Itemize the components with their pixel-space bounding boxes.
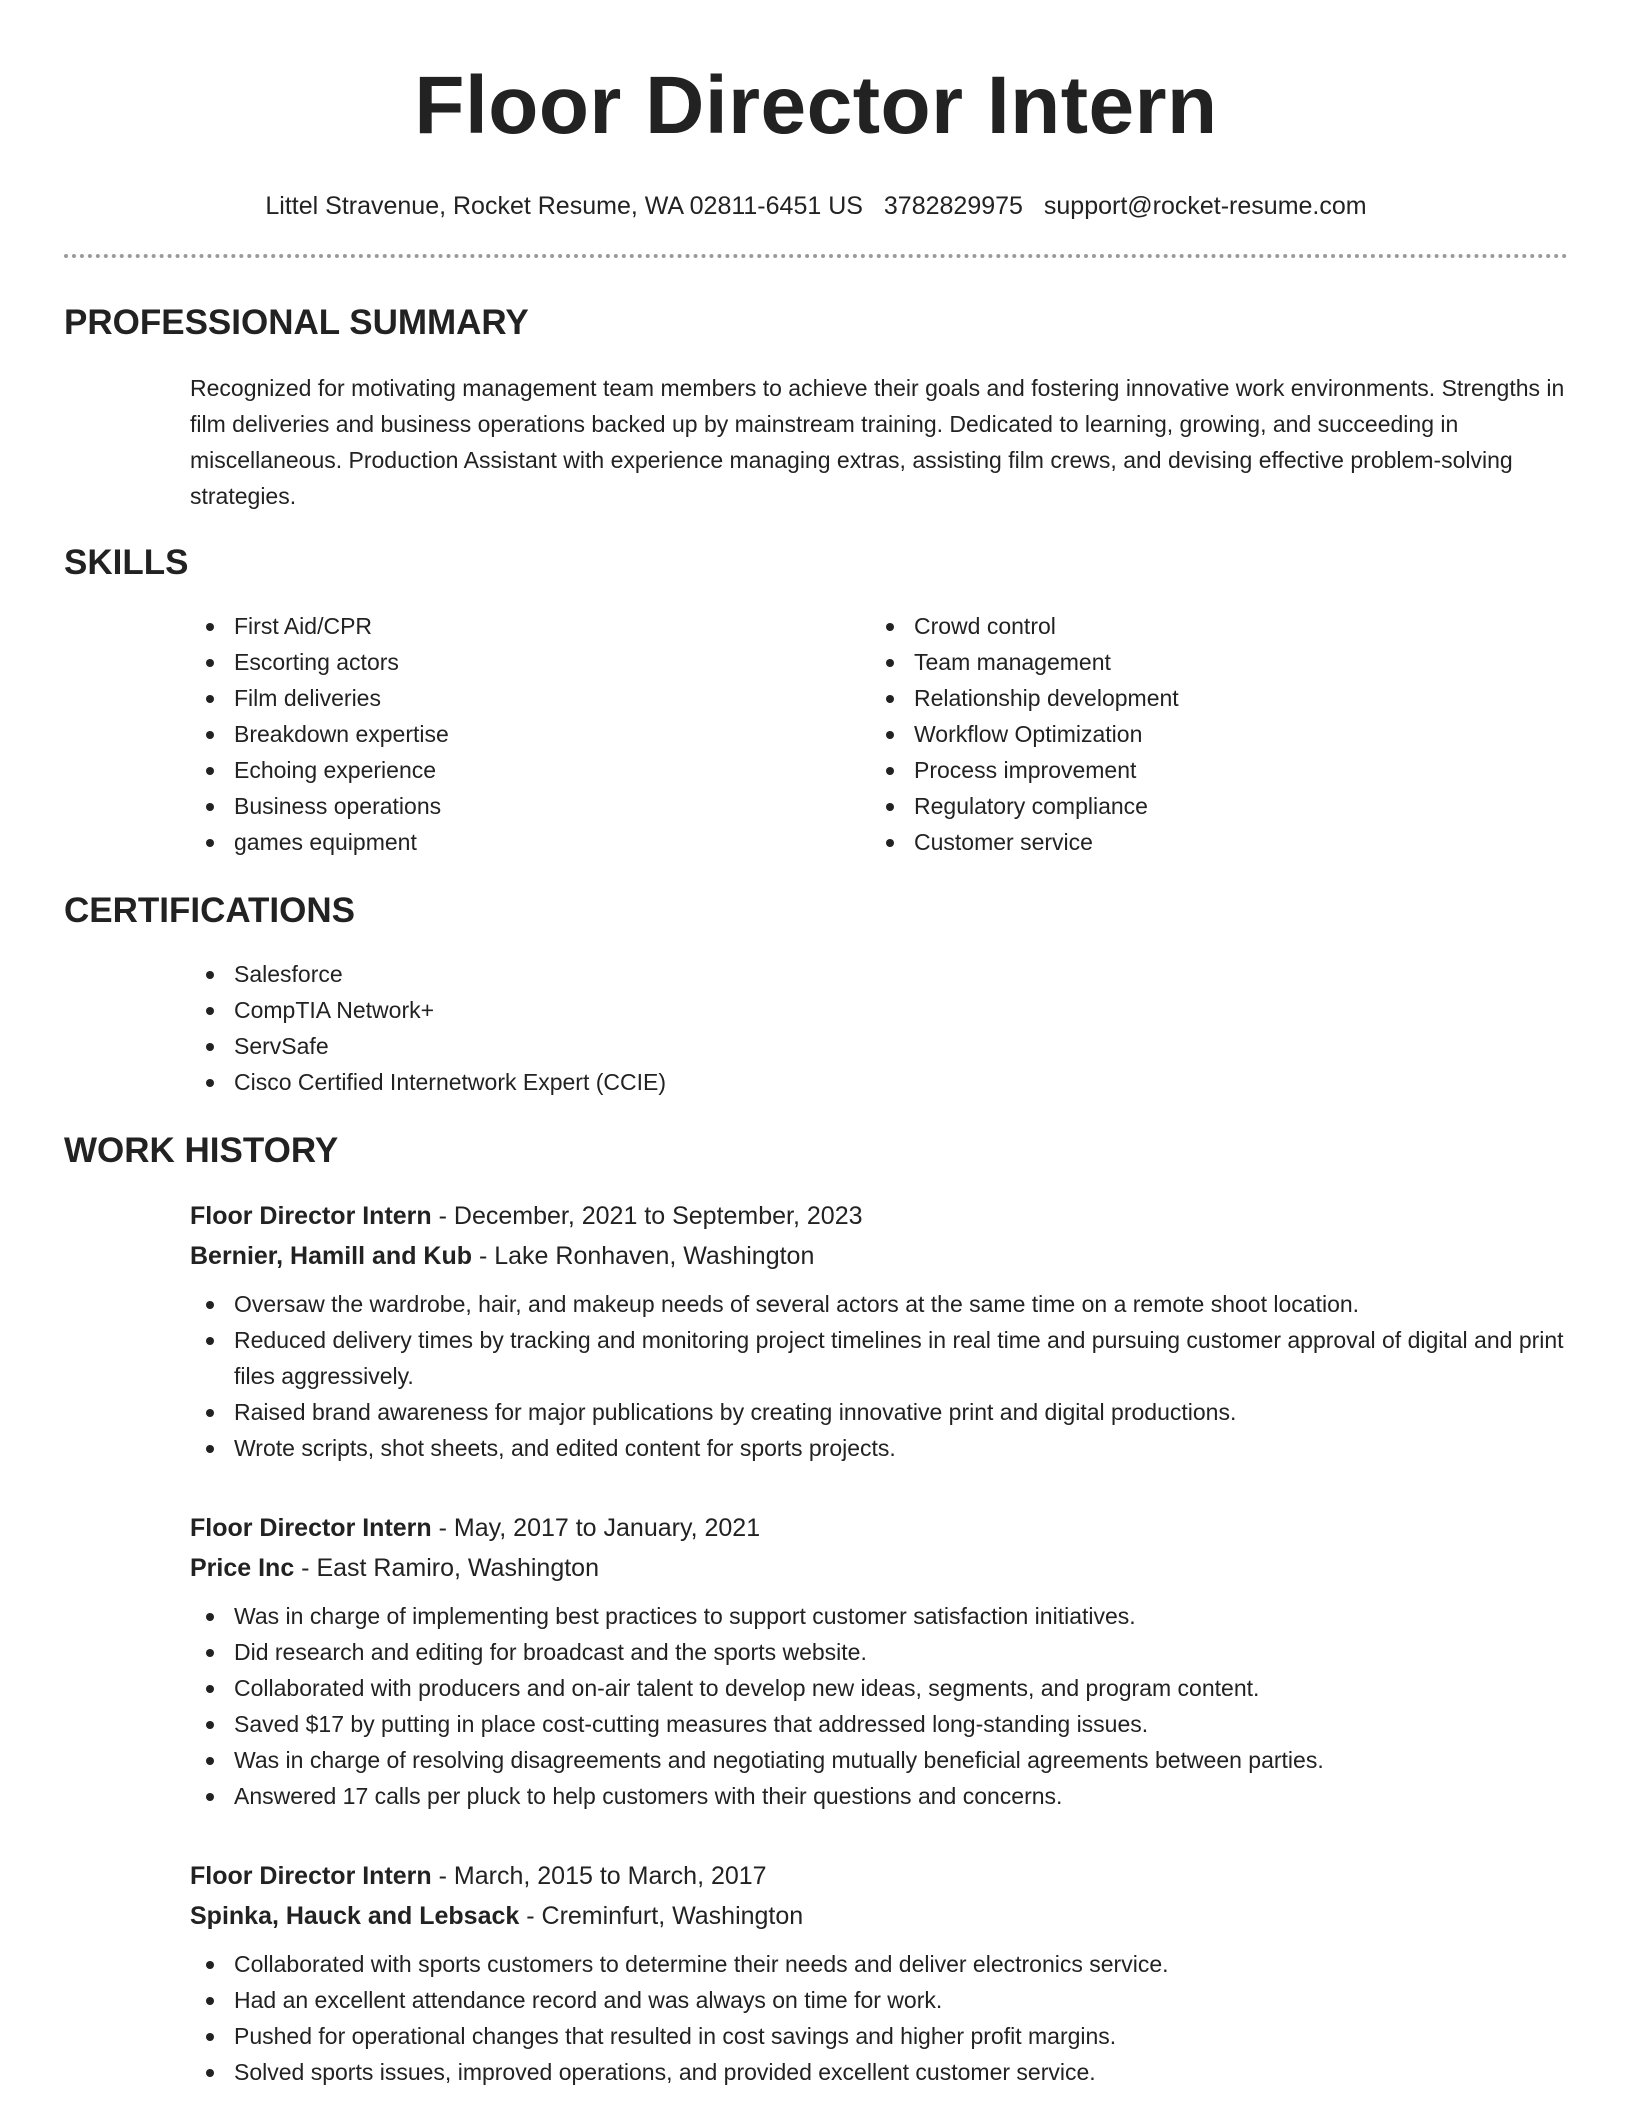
job-company-line xyxy=(190,1548,1568,1588)
skills-grid xyxy=(64,608,1568,860)
job-entry xyxy=(64,1508,1568,1814)
job-company: Spinka, Hauck and Lebsack xyxy=(190,1902,520,1930)
skill-item: Team management xyxy=(870,644,1550,680)
contact-address: Littel Stravenue, Rocket Resume, WA 02811-6451 US xyxy=(265,192,863,220)
job-bullet: Was in charge of implementing best practices to support customer satisfaction initiatives. xyxy=(190,1598,1568,1634)
job-dates: May, 2017 to January, 2021 xyxy=(453,1514,761,1542)
job-company-line xyxy=(190,1236,1568,1276)
job-bullet: Answered 17 calls per pluck to help customers with their questions and concerns. xyxy=(190,1778,1568,1814)
job-bullet: Collaborated with sports customers to determine their needs and deliver electronics service. xyxy=(190,1946,1568,1982)
skill-item: Relationship development xyxy=(870,680,1550,716)
skills-heading: SKILLS xyxy=(64,543,189,582)
contact-phone: 3782829975 xyxy=(883,192,1023,220)
job-bullet: Had an excellent attendance record and was always on time for work. xyxy=(190,1982,1568,2018)
job-role: Floor Director Intern xyxy=(190,1202,432,1230)
job-title-line xyxy=(190,1508,1568,1548)
separator: - xyxy=(431,1202,454,1230)
job-company-line xyxy=(190,1896,1568,1936)
skill-item: Workflow Optimization xyxy=(870,716,1550,752)
skills-left-column xyxy=(190,608,870,860)
summary-text: Recognized for motivating management team members to achieve their goals and fostering innovative work environments. Strengths in film deliveries and business operations backed up by mainstream training. Dedicated to learning, growing, and succeeding in miscellaneous. Production Assistant with experience managing extras, assisting film crews, and devising effective problem-solving strategies. xyxy=(190,375,1565,509)
job-dates: March, 2015 to March, 2017 xyxy=(453,1862,767,1890)
job-bullets xyxy=(190,1946,1568,2090)
certification-item: ServSafe xyxy=(190,1028,1568,1064)
contact-line xyxy=(64,190,1568,222)
job-role: Floor Director Intern xyxy=(190,1862,432,1890)
skill-item: Crowd control xyxy=(870,608,1550,644)
separator: - xyxy=(431,1514,454,1542)
job-entry xyxy=(64,1196,1568,1466)
certifications-heading: CERTIFICATIONS xyxy=(64,891,356,930)
job-bullet: Raised brand awareness for major publications by creating innovative print and digital productions. xyxy=(190,1394,1568,1430)
header-divider xyxy=(64,254,1568,258)
job-bullet: Wrote scripts, shot sheets, and edited content for sports projects. xyxy=(190,1430,1568,1466)
skill-item: Escorting actors xyxy=(190,644,870,680)
job-bullet: Saved $17 by putting in place cost-cutting measures that addressed long-standing issues. xyxy=(190,1706,1568,1742)
skill-item: Regulatory compliance xyxy=(870,788,1550,824)
job-title-line xyxy=(190,1196,1568,1236)
job-bullet: Was in charge of resolving disagreements and negotiating mutually beneficial agreements between parties. xyxy=(190,1742,1568,1778)
job-bullet: Solved sports issues, improved operations, and provided excellent customer service. xyxy=(190,2054,1568,2090)
job-bullet: Collaborated with producers and on-air talent to develop new ideas, segments, and program content. xyxy=(190,1670,1568,1706)
job-bullets xyxy=(190,1598,1568,1814)
summary-heading: PROFESSIONAL SUMMARY xyxy=(64,303,529,342)
separator: - xyxy=(294,1554,317,1582)
job-location: Lake Ronhaven, Washington xyxy=(494,1242,815,1270)
skill-item: Process improvement xyxy=(870,752,1550,788)
job-bullet: Reduced delivery times by tracking and monitoring project timelines in real time and pursuing customer approval of digital and print files aggressively. xyxy=(190,1322,1568,1394)
job-bullet: Pushed for operational changes that resulted in cost savings and higher profit margins. xyxy=(190,2018,1568,2054)
certifications-list xyxy=(64,956,1568,1100)
job-role: Floor Director Intern xyxy=(190,1514,432,1542)
job-company: Price Inc xyxy=(190,1554,295,1582)
job-location: East Ramiro, Washington xyxy=(316,1554,599,1582)
separator: - xyxy=(431,1862,454,1890)
skill-item: First Aid/CPR xyxy=(190,608,870,644)
work-history-heading: WORK HISTORY xyxy=(64,1131,339,1170)
separator: - xyxy=(472,1242,495,1270)
job-entry xyxy=(64,1856,1568,2090)
skill-item: Business operations xyxy=(190,788,870,824)
job-company: Bernier, Hamill and Kub xyxy=(190,1242,473,1270)
certification-item: Salesforce xyxy=(190,956,1568,992)
separator: - xyxy=(519,1902,542,1930)
skill-item: Customer service xyxy=(870,824,1550,860)
job-bullet: Did research and editing for broadcast and the sports website. xyxy=(190,1634,1568,1670)
certification-item: Cisco Certified Internetwork Expert (CCIE) xyxy=(190,1064,1568,1100)
certification-item: CompTIA Network+ xyxy=(190,992,1568,1028)
contact-email: support@rocket-resume.com xyxy=(1043,192,1367,220)
job-bullet: Oversaw the wardrobe, hair, and makeup needs of several actors at the same time on a remote shoot location. xyxy=(190,1286,1568,1322)
skill-item: games equipment xyxy=(190,824,870,860)
skill-item: Film deliveries xyxy=(190,680,870,716)
job-location: Creminfurt, Washington xyxy=(541,1902,804,1930)
job-title-line xyxy=(190,1856,1568,1896)
job-dates: December, 2021 to September, 2023 xyxy=(453,1202,863,1230)
skill-item: Breakdown expertise xyxy=(190,716,870,752)
skill-item: Echoing experience xyxy=(190,752,870,788)
job-bullets xyxy=(190,1286,1568,1466)
skills-right-column xyxy=(870,608,1550,860)
candidate-name: Floor Director Intern xyxy=(414,60,1218,151)
